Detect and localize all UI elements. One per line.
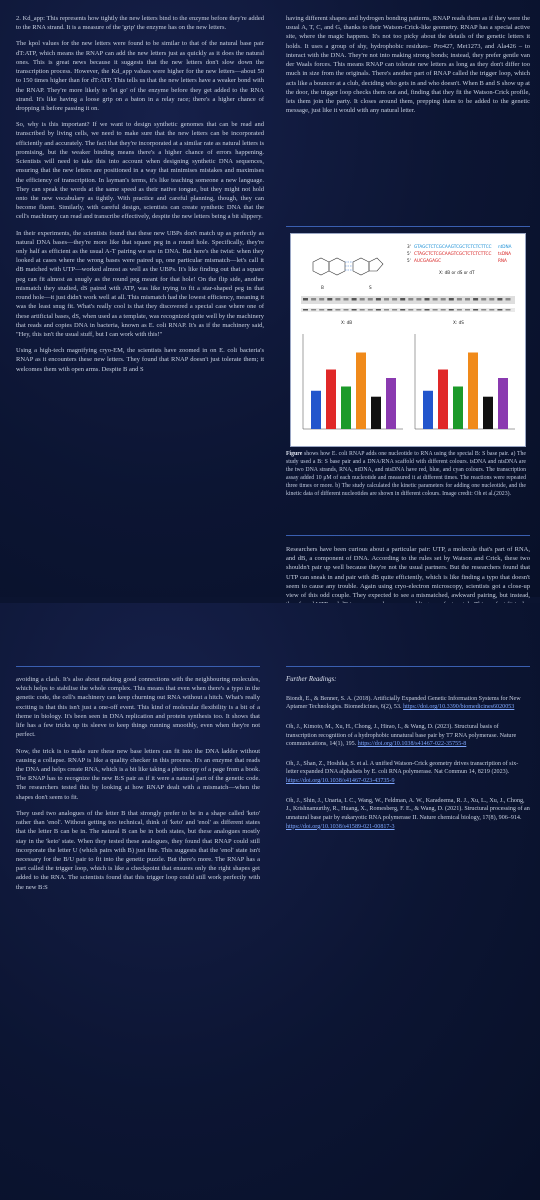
- gel-band: [497, 298, 502, 301]
- bar-group-db: [311, 353, 396, 430]
- gel-band: [400, 298, 405, 301]
- gel-band: [376, 309, 381, 311]
- seq-row-label: RNA: [498, 258, 507, 263]
- gel-band: [449, 298, 454, 301]
- left-column: [16, 14, 264, 381]
- right-column: [286, 14, 530, 122]
- gel-band: [433, 298, 438, 301]
- reference-link[interactable]: https://doi.org/10.3390/biomedicines6020053: [403, 704, 515, 711]
- paragraph-experiments: In their experiments, the scientists found that these new UBPs don't match up as perfectly as natural DNA bases—they're more like that square peg in a round hole. Specifically, they're only half as efficient as the usual A-T pairing we see in DNA. But here's the twist: when they looked at cases where the wrong bases were paired up, one particular mismatch—let's call it dB matched with UTP—worked almost as well as the UBPs. It's like finding out that a square peg can fit almost as snugly as the round peg meant for that hole! On the flip side, another mismatch they studied, dS paired with ATP, was like trying to fit a star-shaped peg in that round hole—it just didn't work well at all. This mismatch had the lowest efficiency, meaning it was the least snug fit. What's really cool is that they discovered a special case where one of these artificial bases, dS, when used as a template, was recognized quite well by the machinery that reads and copies DNA in bacteria, known as E. coli RNAP. It's as if the machinery said, "Hey, this isn't the usual stuff, but I can work with this!": [16, 229, 264, 338]
- gel-band: [303, 298, 308, 301]
- figure-bar: [371, 397, 381, 429]
- gel-band: [489, 309, 494, 311]
- gel-band: [489, 298, 494, 301]
- figure-bar: [311, 391, 321, 429]
- gel-band: [457, 298, 462, 301]
- seq-row-tsdna: CTAGCTCTCGCAAGTCGCTCTCTCTTCC: [414, 251, 492, 256]
- seq-row-prefix: 5': [407, 251, 411, 256]
- gel-band: [473, 298, 478, 301]
- caption-text: shows how E. coli RNAP adds one nucleotide to RNA using the special B: S base pair. a) The study used a B: S base pair and a DNA/RNA scaffold with different colours. tsDNA and ntsDNA are the two DNA strands, RNA, ntDNA, and ntsDNA have red, blue, and cyan colours. The transcription assay added 10 μM of each nucleotide and measured it at different times. The reactions were repeated three times or more. b) The study calculated the kinetic parameters for adding one nucleotide, and the kinetic data of different nucleotides are shown in different colours. Image credit: Oh et al.(2023).: [286, 451, 526, 497]
- reference-item: [286, 760, 530, 786]
- paragraph-kd-app: 2. Kd_app: This represents how tightly the new letters bind to the enzyme before they're added to the RNA strand. It is a measure of the 'grip' the enzyme has on the new letters.: [16, 15, 264, 32]
- molecule-label-s: S: [369, 285, 372, 290]
- gel-band: [319, 309, 324, 311]
- figure-bar: [453, 387, 463, 430]
- figure-bar: [326, 370, 336, 430]
- figure-bar: [423, 391, 433, 429]
- seq-row-rna: AUCGAGAGC: [414, 258, 442, 263]
- reference-text: Oh, J., Shan, Z., Hoshika, S. et al. A unified Watson-Crick geometry drives transcription of six-letter expanded DNA alphabets by E. coli RNA polymerase. Nat Commun 14, 8219 (2023).: [286, 760, 519, 776]
- paragraph-importance: So, why is this important? If we want to design synthetic genomes that can be read and transcribed by living cells, we need to make sure that the new letters can be incorporated efficiently and accurately. The fact that they're incorporated at a similar rate as natural letters is promising, but the weaker binding means there's a higher chance of errors happening. Scientists will need to take this into account when designing synthetic DNA sequences, ensuring that the new letters are positioned in a way that minimises mistakes and maximises the efficiency of transcription. In layman's terms, it's like teaching someone a new language. They can speak the words at the same speed as their native tongue, but they might not hold onto the new vocabulary as tightly. With practice and careful planning, though, they can become fluent. Similarly, with careful design, scientists can create synthetic DNA that the cell's machinery can read and transcribe effectively, despite the new letters being a bit slippery.: [16, 121, 264, 221]
- figure-bar: [356, 353, 366, 430]
- gel-band: [327, 298, 332, 301]
- gel-band: [368, 309, 373, 311]
- figure-bar: [498, 378, 508, 429]
- reference-link[interactable]: https://doi.org/10.1038/s41467-022-35755-8: [357, 741, 467, 748]
- seq-row-label: tsDNA: [498, 251, 512, 256]
- section-divider: [16, 666, 260, 667]
- seq-row-prefix: 3': [407, 244, 411, 249]
- molecule-structures: [313, 258, 383, 275]
- reference-item: [286, 695, 530, 712]
- gel-band: [473, 309, 478, 311]
- gel-band: [384, 298, 389, 301]
- reference-link[interactable]: https://doi.org/10.1038/s41467-023-43735-9: [286, 778, 395, 785]
- figure-bar: [483, 397, 493, 429]
- gel-band: [376, 298, 381, 301]
- seq-row-label: ntDNA: [498, 244, 512, 249]
- gel-band: [311, 298, 316, 301]
- panel-title-db: X: dB: [341, 320, 353, 325]
- gel-band: [441, 298, 446, 301]
- gel-band: [311, 309, 316, 311]
- gel-band: [352, 298, 357, 301]
- seq-row-ntdna: GTAGCTCTCGCAAGTCGCTCTCTCTTCC: [414, 244, 492, 249]
- section-divider: [286, 666, 530, 667]
- reference-item: [286, 797, 530, 832]
- gel-band: [416, 298, 421, 301]
- molecule-label-b: B: [321, 285, 324, 290]
- gel-band: [506, 309, 511, 311]
- gel-band: [425, 309, 430, 311]
- left-column: [16, 675, 260, 899]
- reference-item: [286, 723, 530, 749]
- paragraph-watson-crick: having different shapes and hydrogen bonding patterns, RNAP reads them as if they were the usual A, T, C, and G, thanks to their Watson-Crick-like geometry. RNAP has a special active site, where the magic happens. It's not too picky about the details of the genetic letters it holds. It uses a group of shy, hydrophobic residues– Pro427, Met1273, and Ala426 – to interact with the DNA. They're not into making strong bonds; instead, they prefer gentle van der Waals forces. This means RNAP can tolerate new letters as long as they don't differ too much in size from the originals. There's another part of RNAP called the trigger loop, which acts like a bouncer at a club, deciding who gets in and who doesn't. When B and S show up at the door, the trigger loop checks them out and, finding that they fit the Watson-Crick profile, lets them join the party. It closes around them, prepping them to be added to the genetic message, just like it would with any natural letter.: [286, 15, 530, 115]
- gel-band: [416, 309, 421, 311]
- gel-band: [327, 309, 332, 311]
- gel-band: [360, 309, 365, 311]
- gel-band: [344, 298, 349, 301]
- gel-band: [408, 309, 413, 311]
- gel-band: [335, 309, 340, 311]
- gel-band: [344, 309, 349, 311]
- gel-band: [400, 309, 405, 311]
- figure-bar: [386, 378, 396, 429]
- gel-band: [360, 298, 365, 301]
- gel-band: [368, 298, 373, 301]
- gel-band: [449, 309, 454, 311]
- gel-band: [408, 298, 413, 301]
- paragraph-quality-checker: Now, the trick is to make sure these new base letters can fit into the DNA ladder without causing a collapse. RNAP is like a quality checker in this process. It's an enzyme that reads the DNA and helps create RNA, which is a bit like taking a photocopy of a page from a book. The RNAP has to recognize the new B:S pair as if it were a natural part of the genetic code. The researchers tested this by looking at how RNAP dealt with a mismatch—when the shapes don't seem to fit.: [16, 747, 260, 801]
- figure-bar: [468, 353, 478, 430]
- gel-band: [319, 298, 324, 301]
- reference-text: Oh, J., Shin, J., Unarta, I. C., Wang, W., Feldman, A. W., Karadeema, R. J., Xu, L., Xu, J., Chong, J., Krishnamurthy, R., Huang, X., Romesberg, F. E., & Wang, D. (2021). Structural processing of an unnatural base pair by eukaryotic RNA polymerase II. Nature chemical biology, 17(8), 906–914.: [286, 797, 530, 822]
- gel-band: [392, 298, 397, 301]
- gel-band: [392, 309, 397, 311]
- section-divider: [286, 535, 530, 536]
- further-readings-heading: Further Readings:: [286, 676, 337, 683]
- seq-row-prefix: 5': [407, 258, 411, 263]
- gel-band: [457, 309, 462, 311]
- paragraph-snug-fit: avoiding a clash. It's also about making good connections with the neighbouring molecules, which helps to stabilise the whole complex. This means that even when there's a typo in the genetic code, the cell's machinery can keep churning out RNA without a hitch. What's really exciting is that this isn't just a one-off event. This kind of molecular flexibility is a bit of a theme in biology. It's been seen in DNA replication and protein synthesis too. It shows that life has a few tricks up its sleeve to keep things running smoothly, even when they're not perfect.: [16, 676, 260, 739]
- gel-band: [441, 309, 446, 311]
- x-line-label: X: dB or dS or dT: [439, 270, 475, 275]
- figure-bar: [438, 370, 448, 430]
- sequence-block: [407, 244, 512, 275]
- figure-graphic: [291, 234, 525, 446]
- panel-title-ds: X: dS: [453, 320, 464, 325]
- article-page-2: [0, 603, 540, 1200]
- paragraph-kpol-values: The kpol values for the new letters were found to be similar to that of the natural base pair dT:ATP, which means the RNAP can add the new letters just as quickly as it does the natural ones. This is great news because it suggests that the new letters don't slow down the transcription process. However, the Kd_app values were higher for the new letters—about 50 to 150 times higher than for dT:ATP. This tells us that the new letters have a weaker bond with the RNAP. They're more likely to 'let go' of the enzyme before they get added to the RNA strand. It's like having a loose grip on a baton in a relay race; there's a higher chance of dropping it before passing it on.: [16, 40, 264, 112]
- gel-band: [497, 309, 502, 311]
- gel-band: [433, 309, 438, 311]
- figure-caption: [286, 451, 526, 499]
- gel-band: [465, 309, 470, 311]
- gel-band: [506, 298, 511, 301]
- gel-band: [481, 309, 486, 311]
- reference-text: Oh, J., Kimoto, M., Xu, H., Chong, J., Hirao, I., & Wang, D. (2023). Structural basis of transcription recognition of a hydrophobic unnatural base pair by T7 RNA polymerase. Nature communications, 14(1), 195.: [286, 723, 517, 748]
- gel-band: [481, 298, 486, 301]
- paragraph-cryo-em: Using a high-tech magnifying cryo-EM, the scientists have zoomed in on E. coli bacteria's RNAP as it encounters these new letters. They found that RNAP doesn't just tolerate them; it welcomes them with open arms. Despite B and S: [16, 347, 264, 373]
- paragraph-utp-db: Researchers have been curious about a particular pair: UTP, a molecule that's part of RNA, and dB, a component of DNA. According to the rules set by Watson and Crick, these two shouldn't pair up well because they're not the usual partners. But the researchers found that UTP can sneak in and pair with dB quite efficiently, which is like finding a typo that doesn't seem to cause any trouble. Again using cryo-electron microscopy, scientists got a close-up view of this odd couple. They expected to see a mismatched, awkward pairing, but instead,: [286, 546, 530, 600]
- further-readings: [286, 675, 530, 842]
- paragraph-keto-enol: They used two analogues of the letter B that strongly prefer to be in a shape called 'keto' rather than 'enol'. Without getting too technical, think of 'keto' and 'enol' as different states that the letter B can be in. The natural B can be in both states, but these analogues mostly stay in the 'keto' state. When they tested these analogues, they found that RNAP could still incorporate the letter U (which pairs with B) just fine. This suggests that the 'enol' state isn't necessary for the B/U pair to fit into the genetic puzzle. But there's more. The RNAP has a part called the trigger loop, which is like a checkpoint that ensures only the right shapes get added to the RNA. The scientists found that this trigger loop could still work perfectly with the new B:S: [16, 809, 260, 891]
- kinetics-figure: [290, 233, 526, 447]
- gel-band: [335, 298, 340, 301]
- bar-group-ds: [423, 353, 508, 430]
- reference-text: Biondi, E., & Benner, S. A. (2018). Artificially Expanded Genetic Information Systems for New Aptamer Technologies. Biomedicines, 6(2), 53.: [286, 695, 521, 711]
- gel-band: [425, 298, 430, 301]
- gel-band: [352, 309, 357, 311]
- gel-band: [303, 309, 308, 311]
- section-divider: [286, 226, 530, 227]
- figure-bar: [341, 387, 351, 430]
- gel-band: [384, 309, 389, 311]
- gel-band: [465, 298, 470, 301]
- reference-link[interactable]: https://doi.org/10.1038/s41589-021-00817-3: [286, 823, 395, 830]
- caption-label: Figure: [286, 451, 303, 457]
